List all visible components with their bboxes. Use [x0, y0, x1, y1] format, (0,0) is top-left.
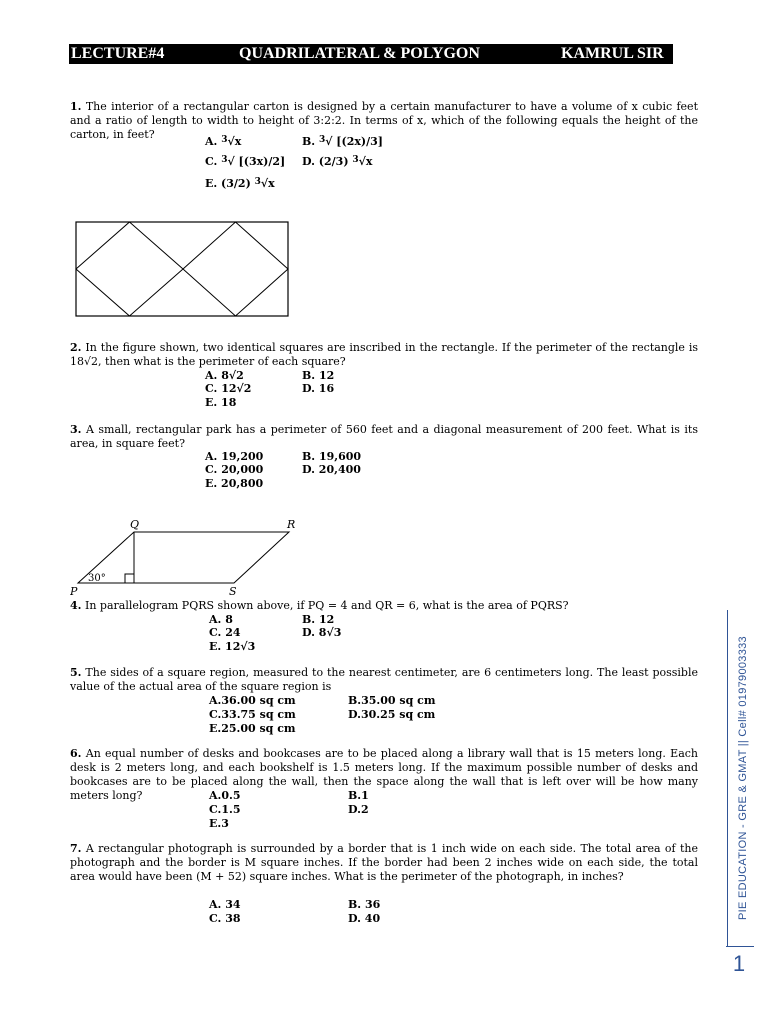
question-3 [70, 423, 698, 451]
option-e: E. (3/2) $^3$√x [205, 177, 275, 190]
option-d: D. 16 [302, 382, 335, 395]
right-angle-marker [125, 574, 134, 583]
option-e: E. 12√3 [209, 640, 256, 653]
question-number: 4. [70, 599, 82, 612]
question-1 [70, 100, 698, 142]
question-number: 5. [70, 666, 82, 679]
option-b: B. 19,600 [302, 450, 362, 463]
outer-rectangle [76, 222, 288, 316]
question-text: A rectangular photograph is surrounded by a border that is 1 inch wide on each side. The total area of the photograph and the border is M square inches. If the border had been 2 inches wide on each side, the total area would have been (M + 52) square inches. What is the perimeter of the photograph, in inches? [70, 842, 698, 883]
option-c: C. 20,000 [205, 463, 264, 476]
option-a: A.36.00 sq cm [209, 694, 296, 707]
option-c: C. 24 [209, 626, 241, 639]
option-c: C. 38 [209, 912, 241, 925]
option-e: E.3 [209, 817, 229, 830]
question-5 [70, 666, 698, 694]
parallelogram-figure [70, 515, 310, 597]
option-c: C. $^3$√ [(3x)/2] [205, 155, 286, 168]
option-a: A. 8√2 [205, 369, 244, 382]
lecture-author: KAMRUL SIR [561, 45, 664, 62]
vertex-label-s: S [229, 585, 237, 597]
lecture-header [69, 44, 673, 64]
question-text: The interior of a rectangular carton is designed by a certain manufacturer to have a volume of x cubic feet and a ratio of length to width to height of 3:2:2. In terms of x, which of the following equals the height of the carton, in feet? [70, 100, 698, 141]
question-text: In the figure shown, two identical squares are inscribed in the rectangle. If the perimeter of the rectangle is 18√2, then what is the perimeter of each square? [70, 341, 698, 368]
square-right [183, 222, 288, 316]
lecture-number: LECTURE#4 [71, 45, 165, 62]
option-b: B.1 [348, 789, 369, 802]
lecture-title: QUADRILATERAL & POLYGON [239, 45, 480, 62]
vertex-label-q: Q [130, 518, 140, 531]
vertex-label-p: P [70, 585, 78, 597]
option-e: E. 18 [205, 396, 237, 409]
option-c: C.33.75 sq cm [209, 708, 296, 721]
side-banner [733, 612, 753, 944]
option-b: B. 12 [302, 613, 335, 626]
question-6 [70, 747, 698, 803]
option-d: D.30.25 sq cm [348, 708, 436, 721]
option-a: A. 34 [209, 898, 241, 911]
page-number: 1 [732, 951, 746, 976]
vertex-label-r: R [287, 518, 296, 531]
option-b: B. 12 [302, 369, 335, 382]
side-divider [727, 610, 728, 946]
option-d: D. 20,400 [302, 463, 361, 476]
option-a: A. $^3$√x [205, 135, 242, 148]
option-b: B.35.00 sq cm [348, 694, 436, 707]
option-c: C. 12√2 [205, 382, 252, 395]
option-d: D.2 [348, 803, 369, 816]
question-2 [70, 341, 698, 369]
question-number: 3. [70, 423, 82, 436]
page-number-rule [726, 946, 754, 947]
angle-label: 30° [88, 573, 106, 584]
question-7 [70, 842, 698, 884]
option-e: E.25.00 sq cm [209, 722, 296, 735]
option-d: D. 8√3 [302, 626, 342, 639]
option-a: A.0.5 [209, 789, 241, 802]
option-c: C.1.5 [209, 803, 241, 816]
side-banner-text: PIE EDUCATION - GRE & GMAT || Cell# 01979003333 [737, 636, 749, 920]
option-b: B. 36 [348, 898, 381, 911]
option-a: A. 19,200 [205, 450, 264, 463]
option-e: E. 20,800 [205, 477, 264, 490]
parallelogram-pqrs [78, 532, 289, 583]
option-a: A. 8 [209, 613, 233, 626]
question-text: In parallelogram PQRS shown above, if PQ = 4 and QR = 6, what is the area of PQRS? [84, 599, 569, 612]
question-4 [70, 599, 698, 613]
inscribed-squares-figure [74, 220, 294, 320]
option-d: D. 40 [348, 912, 381, 925]
question-text: A small, rectangular park has a perimeter of 560 feet and a diagonal measurement of 200 feet. What is its area, in square feet? [70, 423, 699, 450]
question-text: An equal number of desks and bookcases are to be placed along a library wall that is 15 meters long. Each desk is 2 meters long, and each bookshelf is 1.5 meters long. If the maximum possible number of desks and bookcases are to be placed along the wall, then the space along the wall that is left over will be how many meters long? [70, 747, 698, 802]
option-d: D. (2/3) $^3$√x [302, 155, 373, 168]
square-left [76, 222, 183, 316]
question-text: The sides of a square region, measured to the nearest centimeter, are 6 centimeters long. The least possible value of the actual area of the square region is [70, 666, 699, 693]
option-b: B. $^3$√ [(2x)/3] [302, 135, 383, 148]
question-number: 2. [70, 341, 82, 354]
question-number: 6. [70, 747, 82, 760]
question-number: 1. [70, 100, 82, 113]
question-number: 7. [70, 842, 82, 855]
